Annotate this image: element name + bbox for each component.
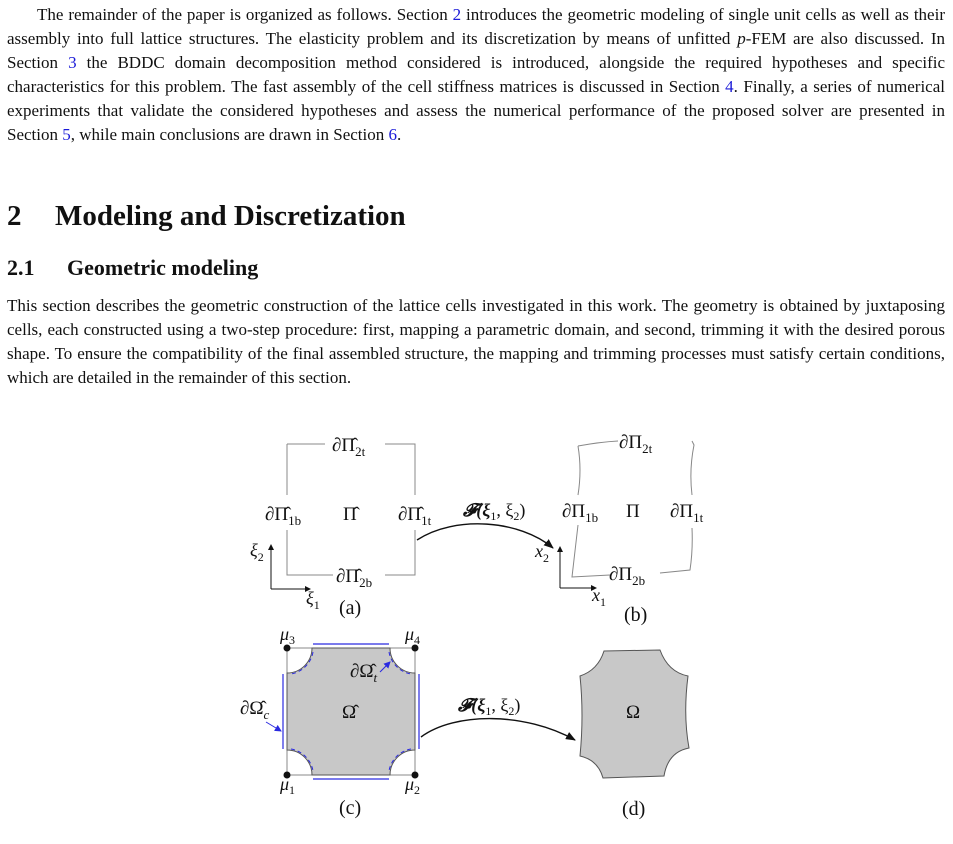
- label-a-left: $\partial\Pî_{1b}$: [265, 504, 302, 528]
- label-b-center: Π: [626, 501, 640, 522]
- label-mu1: $\mu_1$: [280, 774, 296, 797]
- label-a-bottom: $\partial\Pî_{2b}$: [336, 566, 373, 590]
- panel-b-boundary-left: [578, 446, 580, 495]
- intro-text: , while main conclusions are drawn in Section: [70, 124, 389, 144]
- panel-b: [534, 432, 704, 626]
- section-ref-link[interactable]: 3: [68, 52, 77, 72]
- label-a-top: $\partial\Pî_{2t}$: [332, 435, 366, 459]
- subsection-title: Geometric modeling: [67, 255, 259, 280]
- intro-text: -FEM are also discussed. In Section: [7, 28, 945, 72]
- panel-b-boundary-bottom: [572, 525, 692, 577]
- intro-text: The remainder of the paper is organized as follows. Section: [37, 5, 453, 24]
- mapping-arrow-bottom: [421, 695, 575, 740]
- label-b-top: $\partial\Pi_{2t}$: [619, 432, 653, 456]
- label-mu2: $\mu_2$: [405, 774, 421, 797]
- label-b-axis-y: $x_2$: [535, 541, 549, 565]
- mapping-curve-bottom: [421, 719, 575, 740]
- label-a-center: Π̂: [343, 504, 357, 525]
- label-omega-t: $\partial\Omegâ_t$: [350, 661, 378, 685]
- section-number: 2: [7, 200, 22, 232]
- mapping-label-bottom: $𝓕(\xi_1$, $\xi_2$): [458, 695, 521, 718]
- label-a-axis-y: $\xi_2$: [250, 540, 264, 564]
- intro-text: .: [396, 124, 402, 144]
- label-omega-c: $\partial\Omegâ_c$: [240, 698, 270, 722]
- label-a-axis-x: $\xi_1$: [306, 588, 320, 612]
- caption-c: (c): [339, 797, 362, 819]
- label-b-bottom: $\partial\Pi_{2b}$: [609, 564, 646, 588]
- mapping-curve-top: [417, 524, 553, 548]
- intro-text: the BDDC domain decomposition method considered is introduced, alongside the required hypotheses and specific characteristics for this problem. The fast assembly of the cell stiffness matrices is discussed in Section: [7, 52, 945, 96]
- panel-c: [240, 624, 420, 819]
- omega-c-pointer: [266, 722, 281, 731]
- body-paragraph: This section describes the geometric construction of the lattice cells investigated in this work. The geometry is obtained by juxtaposing cells, each constructed using a two-step procedure: first, mapping a parametric domain, and second, trimming it with the desired porous shape. To ensure the compatibility of the final assembled structure, the mapping and trimming processes must satisfy certain conditions, which are detailed in the remainder of this section.: [7, 296, 945, 387]
- intro-text: introduces the geometric modeling of single unit cells as well as their assembly into full lattice structures. The elasticity problem and its discretization by means of unfitted: [7, 5, 945, 48]
- label-b-right: $\partial\Pi_{1t}$: [670, 501, 704, 525]
- label-b-axis-x: $x_1$: [592, 585, 606, 609]
- label-mu3: $\mu_3$: [280, 624, 296, 647]
- section-ref-link[interactable]: 2: [452, 5, 462, 24]
- section-ref-link[interactable]: 6: [388, 124, 397, 144]
- label-d-center: Ω: [626, 702, 641, 723]
- subsection-number: 2.1: [7, 255, 35, 280]
- label-c-center: Ω̂: [342, 702, 357, 723]
- caption-d: (d): [622, 798, 646, 820]
- label-b-left: $\partial\Pi_{1b}$: [562, 501, 599, 525]
- section-ref-link[interactable]: 4: [725, 76, 734, 96]
- label-a-right: $\partial\Pî_{1t}$: [398, 504, 432, 528]
- panel-a: [250, 435, 432, 619]
- section-ref-link[interactable]: 5: [62, 124, 71, 144]
- panel-d: [580, 650, 689, 820]
- label-mu4: $\mu_4$: [405, 624, 421, 647]
- section-title: Modeling and Discretization: [55, 200, 406, 232]
- mapping-label-top: $𝓕(\xi_1$, $\xi_2$): [463, 500, 526, 523]
- intro-text-italic: p: [737, 28, 746, 48]
- intro-text: . Finally, a series of numerical experiments that validate the considered hypotheses and assess the numerical performance of the proposed solver are presented in Section: [7, 76, 945, 144]
- caption-a: (a): [339, 597, 362, 619]
- mapping-arrow-top: [417, 500, 553, 548]
- caption-b: (b): [624, 604, 648, 626]
